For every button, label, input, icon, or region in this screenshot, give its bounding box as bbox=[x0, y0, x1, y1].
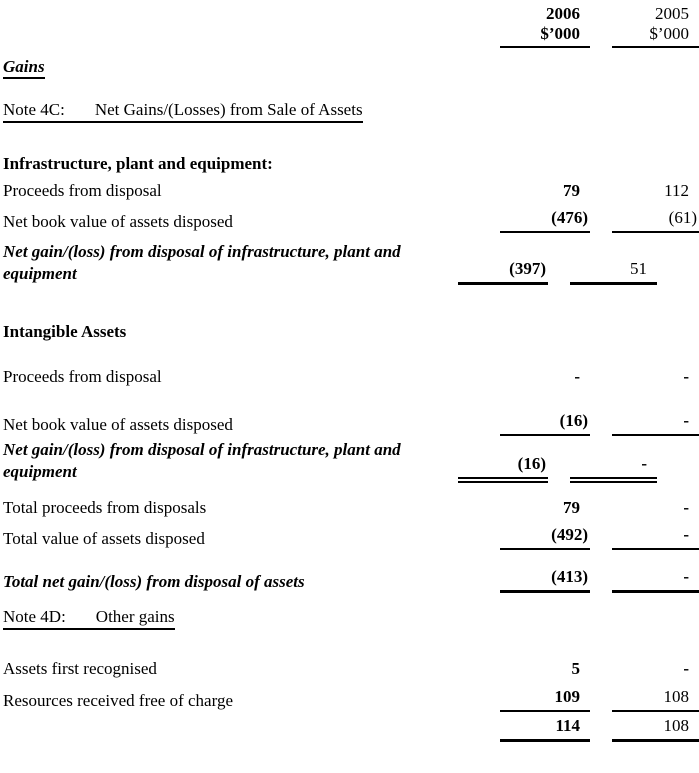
value-2006: (397) bbox=[458, 258, 548, 285]
value-2005: (61) bbox=[612, 207, 699, 233]
note-4c-ref: Note 4C: bbox=[3, 100, 65, 119]
value-2006: (413) bbox=[500, 566, 590, 593]
row-label: Net gain/(loss) from disposal of infrastructure, plant and equipment bbox=[3, 440, 401, 481]
value-2005: - bbox=[683, 367, 689, 386]
note-4d-ref: Note 4D: bbox=[3, 607, 66, 626]
table-row bbox=[0, 366, 699, 388]
value-2005: - bbox=[683, 659, 689, 678]
value-2006: (492) bbox=[500, 524, 590, 550]
value-2006: 5 bbox=[571, 659, 580, 678]
value-2005: - bbox=[570, 453, 657, 483]
table-row bbox=[0, 410, 699, 436]
value-2005: - bbox=[612, 566, 699, 593]
value-2006: 109 bbox=[500, 686, 590, 712]
table-row bbox=[0, 180, 699, 202]
subtotal-row bbox=[0, 241, 699, 285]
column-year-header-row bbox=[0, 4, 699, 24]
section-heading-wrap bbox=[0, 57, 699, 79]
note-4d-line bbox=[0, 607, 699, 630]
row-label: Net gain/(loss) from disposal of infrastructure, plant and equipment bbox=[3, 242, 401, 283]
col-header-units-2006: $’000 bbox=[500, 24, 590, 48]
note-4c-line bbox=[0, 100, 699, 123]
note-4d-underlined bbox=[3, 607, 175, 630]
table-row bbox=[0, 207, 699, 233]
value-2006: (16) bbox=[458, 453, 548, 483]
note-4d-title: Other gains bbox=[95, 607, 175, 626]
row-label: Net book value of assets disposed bbox=[3, 212, 233, 231]
row-label: Net book value of assets disposed bbox=[3, 415, 233, 434]
value-2005: 51 bbox=[570, 258, 657, 285]
total-row bbox=[0, 715, 699, 742]
subheading-intangible: Intangible Assets bbox=[3, 322, 127, 341]
value-2006: 114 bbox=[500, 715, 590, 742]
value-2006: - bbox=[574, 367, 580, 386]
section-heading-gains: Gains bbox=[3, 57, 45, 79]
note-4c-title: Net Gains/(Losses) from Sale of Assets bbox=[94, 100, 363, 119]
row-label: Assets first recognised bbox=[3, 659, 157, 678]
table-row bbox=[0, 524, 699, 550]
total-row bbox=[0, 566, 699, 593]
table-row bbox=[0, 686, 699, 712]
col-header-year-2006: 2006 bbox=[546, 4, 580, 23]
column-units-header-row bbox=[0, 24, 699, 48]
note-4c-underlined bbox=[3, 100, 363, 123]
table-row bbox=[0, 497, 699, 519]
col-header-year-2005: 2005 bbox=[655, 4, 689, 23]
subheading-infrastructure: Infrastructure, plant and equipment: bbox=[3, 154, 273, 173]
value-2006: 79 bbox=[563, 498, 580, 517]
row-label: Total net gain/(loss) from disposal of assets bbox=[3, 572, 305, 591]
table-row bbox=[0, 658, 699, 680]
row-label: Proceeds from disposal bbox=[3, 181, 162, 200]
value-2006: (16) bbox=[500, 410, 590, 436]
row-label: Resources received free of charge bbox=[3, 691, 233, 710]
value-2005: - bbox=[683, 498, 689, 517]
value-2005: 112 bbox=[664, 181, 689, 200]
row-label: Proceeds from disposal bbox=[3, 367, 162, 386]
col-header-units-2005: $’000 bbox=[612, 24, 699, 48]
value-2005: 108 bbox=[612, 686, 699, 712]
value-2005: - bbox=[612, 410, 699, 436]
row-label: Total value of assets disposed bbox=[3, 529, 205, 548]
subtotal-row bbox=[0, 439, 699, 483]
row-label: Total proceeds from disposals bbox=[3, 498, 207, 517]
value-2006: 79 bbox=[563, 181, 580, 200]
value-2006: (476) bbox=[500, 207, 590, 233]
value-2005: - bbox=[612, 524, 699, 550]
value-2005: 108 bbox=[612, 715, 699, 742]
